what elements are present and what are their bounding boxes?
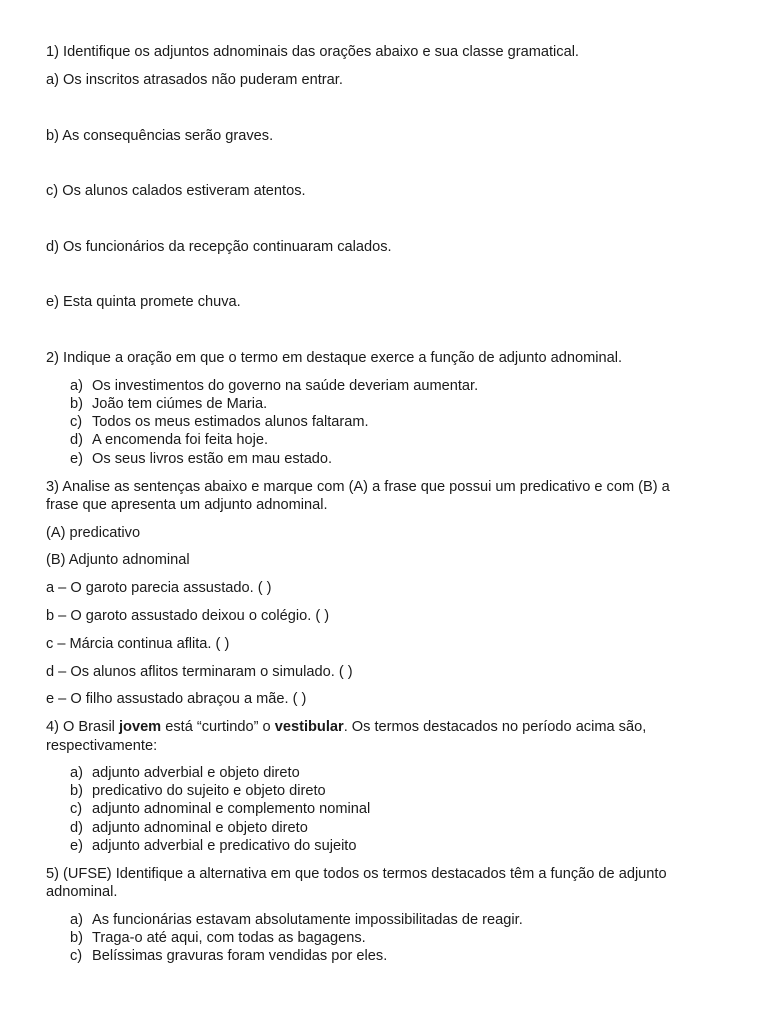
q5-option-a bbox=[70, 911, 523, 929]
q3-item-b: b – O garoto assustado deixou o colégio. ( ) bbox=[46, 608, 330, 624]
option-label: b) bbox=[70, 396, 83, 412]
option-label: c) bbox=[70, 801, 83, 817]
option-text: Os seus livros estão em mau estado. bbox=[92, 451, 333, 467]
q4-title-post: . Os termos destacados no período acima são, bbox=[343, 719, 647, 735]
option-label: c) bbox=[70, 414, 83, 430]
option-text: Todos os meus estimados alunos faltaram. bbox=[92, 414, 369, 430]
q2-option-e bbox=[70, 450, 332, 468]
q1-item-e: e) Esta quinta promete chuva. bbox=[46, 294, 241, 310]
option-text: A encomenda foi feita hoje. bbox=[92, 432, 269, 448]
q2-option-a bbox=[70, 377, 478, 395]
q4-option-c bbox=[70, 800, 370, 818]
q3-item-d: d – Os alunos aflitos terminaram o simulado. ( ) bbox=[46, 664, 353, 680]
q1-item-c: c) Os alunos calados estiveram atentos. bbox=[46, 183, 306, 199]
option-text: adjunto adverbial e objeto direto bbox=[92, 765, 300, 781]
q1-item-a: a) Os inscritos atrasados não puderam entrar. bbox=[46, 72, 343, 88]
q4-bold-term-2: vestibular bbox=[274, 719, 344, 735]
q2-option-c bbox=[70, 413, 369, 431]
option-text: Belíssimas gravuras foram vendidas por eles. bbox=[92, 948, 388, 964]
q4-title-pre: 4) O Brasil bbox=[46, 719, 119, 735]
option-text: adjunto adverbial e predicativo do sujeito bbox=[92, 838, 357, 854]
q4-option-a bbox=[70, 764, 300, 782]
option-label: b) bbox=[70, 783, 83, 799]
option-label: a) bbox=[70, 378, 83, 394]
q2-option-d bbox=[70, 431, 268, 449]
q3-title-line1: 3) Analise as sentenças abaixo e marque com (A) a frase que possui um predicativo e com (B) a bbox=[46, 479, 670, 495]
option-label: e) bbox=[70, 451, 83, 467]
q3-item-a: a – O garoto parecia assustado. ( ) bbox=[46, 580, 272, 596]
option-label: c) bbox=[70, 948, 83, 964]
q1-item-b: b) As consequências serão graves. bbox=[46, 128, 274, 144]
q4-bold-term-1: jovem bbox=[118, 719, 162, 735]
option-text: Traga-o até aqui, com todas as bagagens. bbox=[92, 930, 366, 946]
q3-item-e: e – O filho assustado abraçou a mãe. ( ) bbox=[46, 691, 307, 707]
q5-option-b bbox=[70, 929, 366, 947]
q3-key-b: (B) Adjunto adnominal bbox=[46, 552, 190, 568]
q1-item-d: d) Os funcionários da recepção continuaram calados. bbox=[46, 239, 392, 255]
option-text: João tem ciúmes de Maria. bbox=[92, 396, 268, 412]
option-text: adjunto adnominal e complemento nominal bbox=[92, 801, 371, 817]
q4-title-line1 bbox=[46, 718, 646, 736]
q5-option-c bbox=[70, 947, 387, 965]
q4-option-e bbox=[70, 837, 356, 855]
option-label: a) bbox=[70, 765, 83, 781]
q3-title-line2: frase que apresenta um adjunto adnominal. bbox=[46, 497, 328, 513]
q4-option-b bbox=[70, 782, 326, 800]
option-text: As funcionárias estavam absolutamente impossibilitadas de reagir. bbox=[92, 912, 523, 928]
q4-title-mid: está “curtindo” o bbox=[161, 719, 275, 735]
q4-title-line2: respectivamente: bbox=[46, 738, 158, 754]
q5-title-line2: adnominal. bbox=[46, 884, 118, 900]
option-text: adjunto adnominal e objeto direto bbox=[92, 820, 308, 836]
option-text: Os investimentos do governo na saúde deveriam aumentar. bbox=[92, 378, 479, 394]
q2-title: 2) Indique a oração em que o termo em destaque exerce a função de adjunto adnominal. bbox=[46, 350, 623, 366]
q1-title: 1) Identifique os adjuntos adnominais das orações abaixo e sua classe gramatical. bbox=[46, 44, 579, 60]
option-label: e) bbox=[70, 838, 83, 854]
option-text: predicativo do sujeito e objeto direto bbox=[92, 783, 326, 799]
option-label: d) bbox=[70, 820, 83, 836]
option-label: d) bbox=[70, 432, 83, 448]
q4-option-d bbox=[70, 819, 308, 837]
option-label: a) bbox=[70, 912, 83, 928]
q5-title-line1: 5) (UFSE) Identifique a alternativa em que todos os termos destacados têm a função de adjunto bbox=[46, 866, 667, 882]
option-label: b) bbox=[70, 930, 83, 946]
q3-item-c: c – Márcia continua aflita. ( ) bbox=[46, 636, 230, 652]
q2-option-b bbox=[70, 395, 267, 413]
q3-key-a: (A) predicativo bbox=[46, 525, 141, 541]
